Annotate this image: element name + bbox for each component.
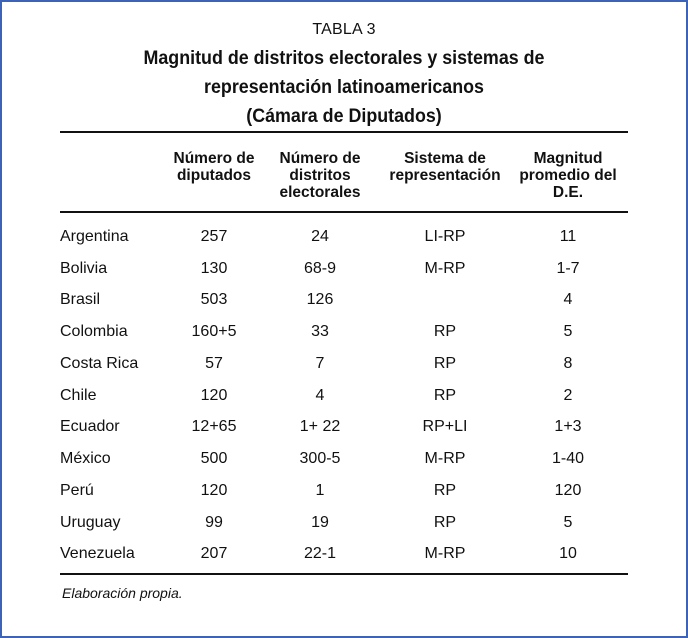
magnitud-cell: 2	[563, 387, 573, 404]
sistema-cell: RP	[433, 387, 457, 404]
header-line: distritos	[289, 167, 351, 184]
header-line: Sistema de	[404, 150, 486, 167]
distritos-cell: 33	[311, 323, 329, 340]
table-row	[2, 291, 686, 323]
sistema-cell: M-RP	[424, 545, 466, 562]
header-line: Número de	[173, 150, 255, 167]
distritos-cell: 7	[315, 355, 325, 372]
magnitud-cell: 8	[563, 355, 573, 372]
diputados-cell: 500	[200, 450, 228, 467]
header-sistema	[377, 150, 513, 184]
header-line: diputados	[176, 167, 252, 184]
distritos-cell: 68-9	[303, 260, 337, 277]
header-line: promedio del	[519, 167, 617, 184]
distritos-cell: 22-1	[303, 545, 337, 562]
sistema-cell: RP+LI	[422, 418, 468, 435]
header-line: representación	[389, 167, 501, 184]
table-row	[2, 260, 686, 292]
magnitud-cell: 5	[563, 323, 573, 340]
magnitud-cell: 5	[563, 514, 573, 531]
magnitud-cell: 11	[559, 228, 577, 245]
distritos-cell: 1+ 22	[299, 418, 341, 435]
table-row	[2, 387, 686, 419]
title-line-3: (Cámara de Diputados)	[246, 106, 442, 127]
header-diputados	[154, 150, 274, 184]
diputados-cell: 120	[200, 387, 228, 404]
sistema-cell: RP	[433, 355, 457, 372]
table-row	[2, 482, 686, 514]
header-distritos	[260, 150, 380, 201]
table-row	[2, 418, 686, 450]
diputados-cell: 257	[200, 228, 228, 245]
sistema-cell: RP	[433, 323, 457, 340]
table-row	[2, 450, 686, 482]
country-cell: Ecuador	[60, 418, 120, 435]
magnitud-cell: 1-7	[556, 260, 580, 277]
table-caption: TABLA 3	[312, 21, 376, 38]
diputados-cell: 207	[200, 545, 228, 562]
country-cell: México	[60, 450, 111, 467]
header-line: Magnitud	[533, 150, 603, 167]
title-line-2: representación latinoamericanos	[204, 77, 484, 98]
table-title	[23, 44, 666, 131]
table-row	[2, 323, 686, 355]
table-row	[2, 355, 686, 387]
sistema-cell: RP	[433, 482, 457, 499]
diputados-cell: 99	[205, 514, 223, 531]
country-cell: Perú	[60, 482, 94, 499]
diputados-cell: 160+5	[191, 323, 237, 340]
distritos-cell: 24	[311, 228, 329, 245]
magnitud-cell: 10	[559, 545, 577, 562]
diputados-cell: 57	[205, 355, 223, 372]
title-line-1: Magnitud de distritos electorales y sistemas de	[143, 48, 545, 69]
header-line: Número de	[279, 150, 361, 167]
diputados-cell: 120	[200, 482, 228, 499]
distritos-cell: 4	[315, 387, 325, 404]
country-cell: Bolivia	[60, 260, 108, 277]
sistema-cell: LI-RP	[424, 228, 466, 245]
country-cell: Costa Rica	[60, 355, 139, 372]
country-cell: Brasil	[60, 291, 101, 308]
header-line: D.E.	[552, 184, 584, 201]
header-rule	[60, 211, 628, 213]
distritos-cell: 19	[311, 514, 329, 531]
country-cell: Colombia	[60, 323, 128, 340]
magnitud-cell: 1+3	[554, 418, 582, 435]
magnitud-cell: 4	[563, 291, 573, 308]
header-line: electorales	[279, 184, 361, 201]
sistema-cell: RP	[433, 514, 457, 531]
country-cell: Uruguay	[60, 514, 121, 531]
distritos-cell: 126	[306, 291, 334, 308]
country-cell: Venezuela	[60, 545, 135, 562]
bottom-rule	[60, 573, 628, 575]
sistema-cell: M-RP	[424, 450, 466, 467]
country-cell: Chile	[60, 387, 97, 404]
diputados-cell: 130	[200, 260, 228, 277]
magnitud-cell: 120	[554, 482, 582, 499]
table-row	[2, 514, 686, 546]
header-magnitud	[508, 150, 628, 201]
table-row	[2, 228, 686, 260]
diputados-cell: 503	[200, 291, 228, 308]
diputados-cell: 12+65	[191, 418, 237, 435]
distritos-cell: 1	[315, 482, 325, 499]
source-note: Elaboración propia.	[62, 585, 183, 601]
country-cell: Argentina	[60, 228, 129, 245]
magnitud-cell: 1-40	[551, 450, 585, 467]
top-rule	[60, 131, 628, 133]
sistema-cell: M-RP	[424, 260, 466, 277]
distritos-cell: 300-5	[299, 450, 341, 467]
